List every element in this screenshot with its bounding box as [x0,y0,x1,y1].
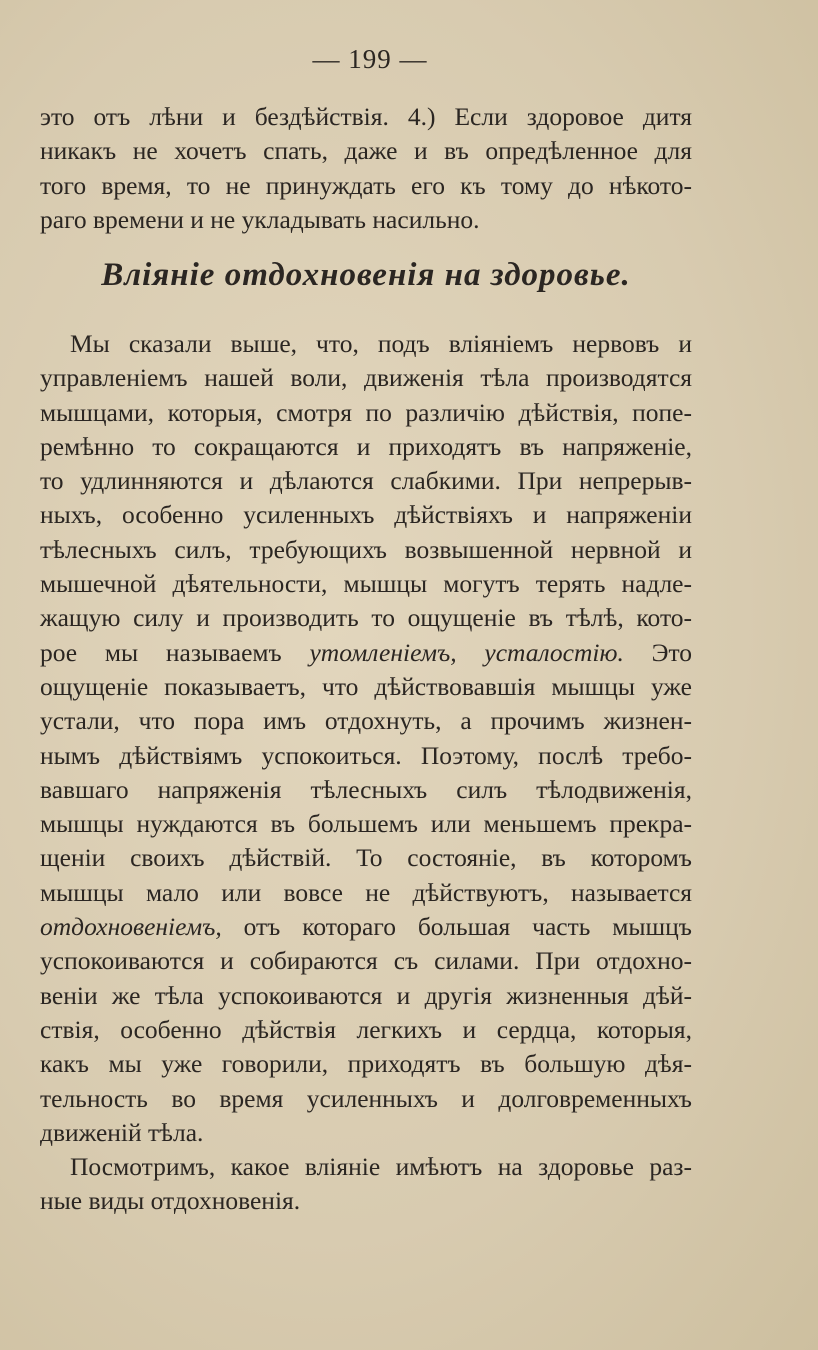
text-line: управленіемъ нашей воли, движенія тѣла производятся [40,363,692,393]
text-line: ныхъ, особенно усиленныхъ дѣйствіяхъ и напряженіи [40,500,692,530]
emphasized-term: отдохновеніемъ, [40,912,222,942]
text-line-with-emphasis [40,636,692,670]
text-segment: рое мы называемъ [40,637,282,667]
text-line: мышцы мало или вовсе не дѣйствуютъ, называется [40,877,692,907]
text-line: мышечной дѣятельности, мышцы могутъ терять надле- [40,569,692,599]
text-segment: Это [651,637,693,667]
body-paragraph [40,327,692,1219]
text-line: устали, что пора имъ отдохнуть, а прочимъ жизнен- [40,706,692,736]
section-heading: Вліяніе отдохновенія на здоровье. [101,257,631,293]
text-line: щеніи своихъ дѣйствій. То состояніе, въ которомъ [40,843,692,873]
text-line: мышцы нуждаются въ большемъ или меньшемъ прекра- [40,809,692,839]
text-line: никакъ не хочетъ спать, даже и въ опредѣленное для [40,136,692,166]
text-line: ствія, особенно дѣйствія легкихъ и сердца, которыя, [40,1014,692,1044]
text-line: успокоиваются и собираются съ силами. При отдохно- [40,946,692,976]
text-line: какъ мы уже говорили, приходятъ въ большую дѣя- [40,1049,692,1079]
text-line: ощущеніе показываетъ, что дѣйствовавшія мышцы уже [40,671,692,701]
text-line: мышцами, которыя, смотря по различію дѣйствія, попе- [40,397,692,427]
text-line: нымъ дѣйствіямъ успокоиться. Поэтому, послѣ требо- [40,740,692,770]
text-line-with-emphasis [40,910,692,944]
intro-paragraph [40,100,692,237]
text-line: то удлинняются и дѣлаются слабкими. При непрерыв- [40,466,692,496]
text-line: ные виды отдохновенія. [40,1186,301,1216]
text-line: движеній тѣла. [40,1117,204,1147]
page-number: — 199 — [312,44,428,74]
text-line: тѣлесныхъ силъ, требующихъ возвышенной нервной и [40,534,692,564]
emphasized-term: утомленіемъ, усталостію. [309,637,624,667]
text-line: того время, то не принуждать его къ тому до нѣкото- [40,170,692,200]
text-line: жащую силу и производить то ощущеніе въ тѣлѣ, кото- [40,603,692,633]
text-segment: отъ котораго большая часть мышцъ [243,912,692,942]
text-line: вавшаго напряженія тѣлесныхъ силъ тѣлодвиженія, [40,774,692,804]
text-line: тельность во время усиленныхъ и долговременныхъ [40,1083,692,1113]
text-line: Посмотримъ, какое вліяніе имѣютъ на здоровье раз- [70,1152,692,1182]
text-line: веніи же тѣла успокоиваются и другія жизненныя дѣй- [40,980,692,1010]
text-line: раго времени и не укладывать насильно. [40,204,480,234]
text-line: ремѣнно то сокращаются и приходятъ въ напряженіе, [40,431,692,461]
text-line: Мы сказали выше, что, подъ вліяніемъ нервовъ и [70,329,692,358]
text-line: это отъ лѣни и бездѣйствія. 4.) Если здоровое дитя [40,102,692,131]
